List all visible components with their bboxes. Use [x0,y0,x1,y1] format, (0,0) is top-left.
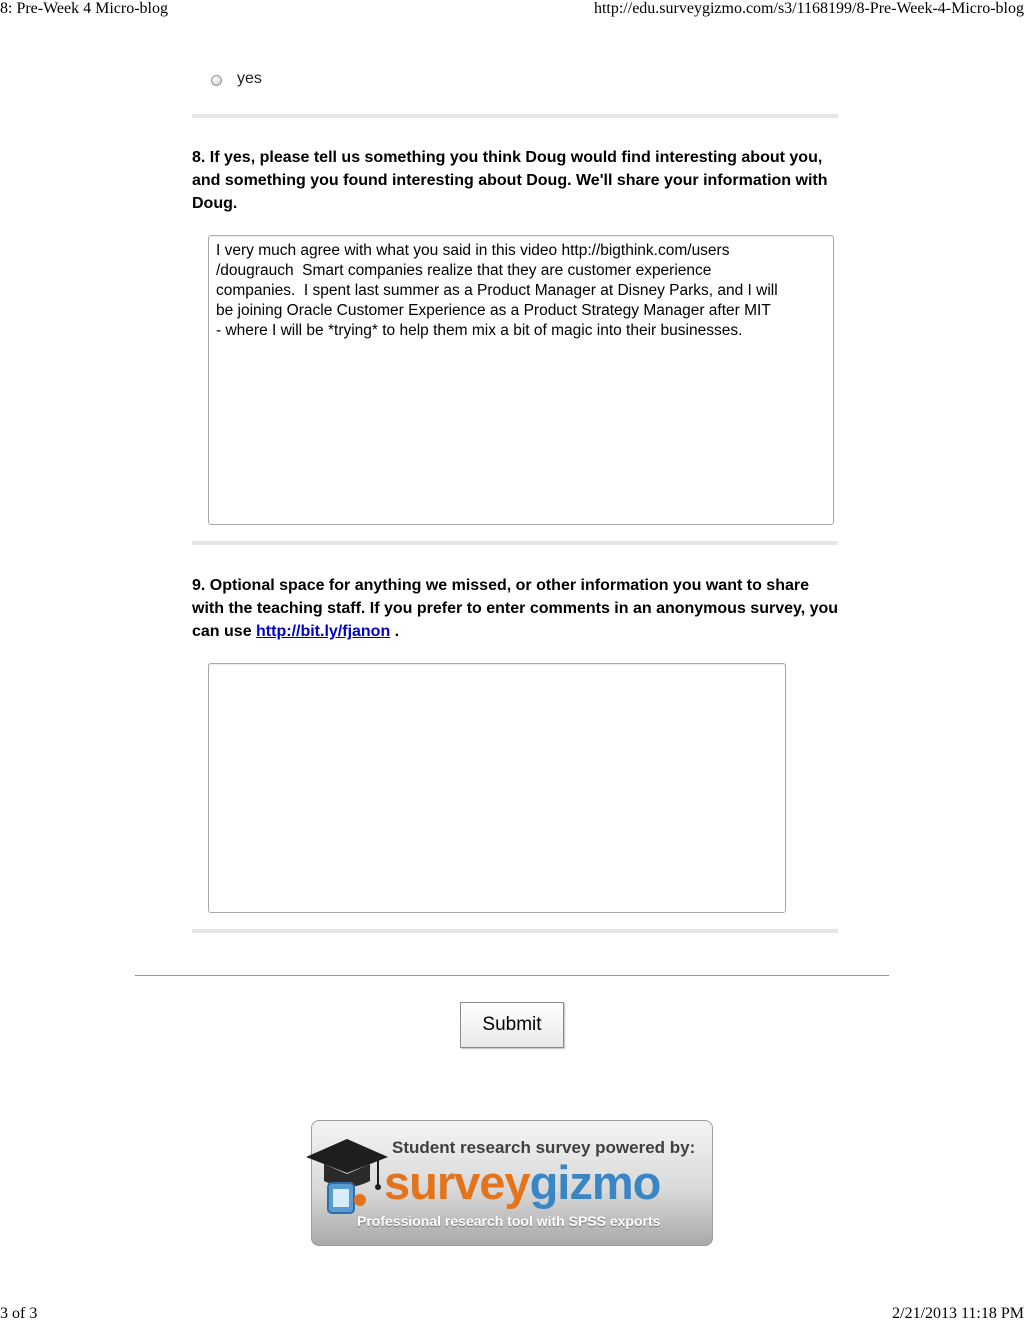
print-page-url: http://edu.surveygizmo.com/s3/1168199/8-Pre-Week-4-Micro-blog [593,0,1024,17]
logo-word-gizmo: gizmo [529,1156,661,1209]
question-9-answer-textarea[interactable] [208,663,786,913]
question-separator [192,114,838,118]
print-footer [0,1305,1024,1325]
question-9-title [192,574,842,643]
logo-tagline: Student research survey powered by: [392,1138,696,1157]
graduation-cap-icon [304,1137,390,1217]
question-separator [192,929,838,933]
logo-word-survey: survey [384,1156,530,1209]
print-header [0,0,1024,22]
question-8-answer-textarea[interactable] [208,235,834,525]
question-separator [192,541,838,545]
print-page-number: 3 of 3 [0,1305,38,1322]
question-8-answer-text: I very much agree with what you said in this video http://bigthink.com/users /dougrauch Smart companies realize that they are customer experience companies. I spent last summer as a Product Manager at Disney Parks, and I will be joining Oracle Customer Experience as a Product Strategy Manager after MIT - where I will be *trying* to help them mix a bit of magic into their businesses. [216,242,778,339]
print-timestamp: 2/21/2013 11:18 PM [892,1305,1024,1322]
question-9-text-end: . [390,623,400,640]
logo-wordmark [384,1158,660,1208]
form-divider [135,975,889,976]
radio-button[interactable] [211,75,222,86]
logo-subtitle: Professional research tool with SPSS exports [357,1213,661,1229]
print-page-title: 8: Pre-Week 4 Micro-blog [0,0,168,17]
question-9-text: 9. Optional space for anything we missed, or other information you want to share with the teaching staff. If you prefer to enter comments in an anonymous survey, you can use [192,577,839,640]
question-8-title: 8. If yes, please tell us something you think Doug would find interesting about you, and something you found interesting about Doug. We'll share your information with Doug. [192,149,828,212]
surveygizmo-logo[interactable] [311,1120,713,1246]
submit-button[interactable]: Submit [460,1002,564,1048]
yes-option-label: yes [237,70,262,87]
anonymous-survey-link[interactable]: http://bit.ly/fjanon [256,623,391,640]
